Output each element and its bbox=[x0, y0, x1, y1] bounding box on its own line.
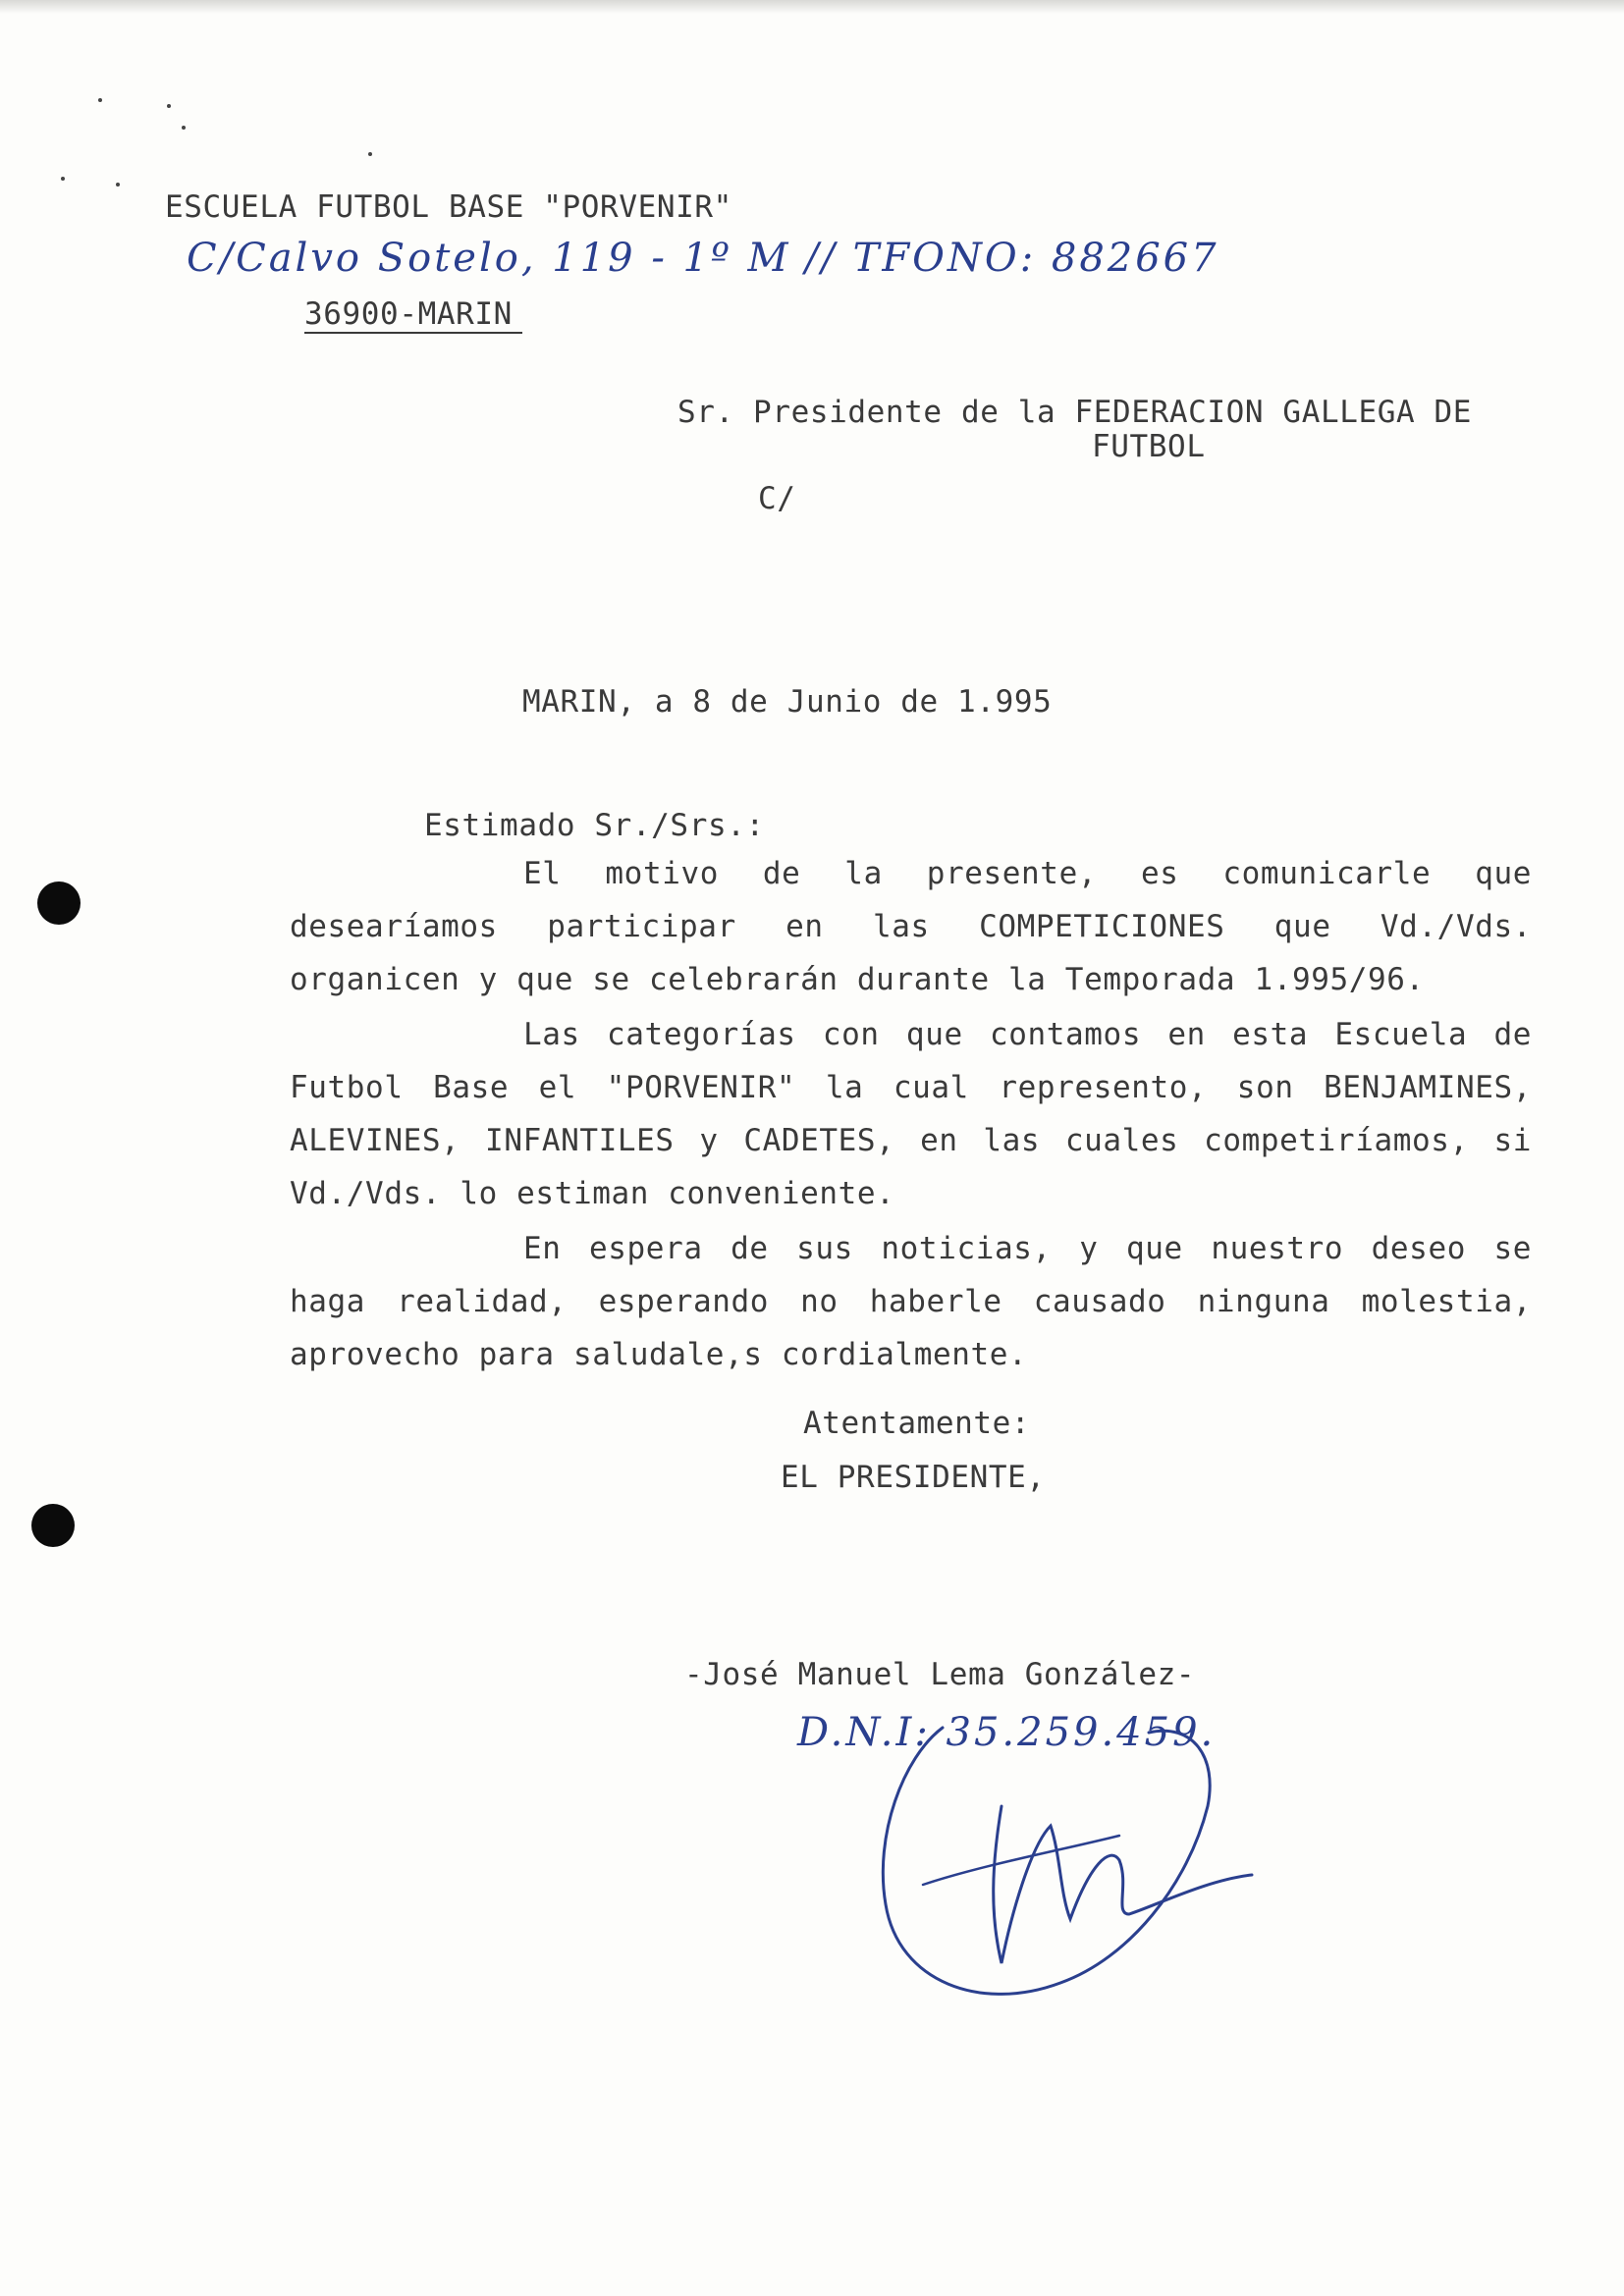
sender-city: 36900-MARIN bbox=[304, 296, 513, 332]
scan-edge-shadow bbox=[0, 0, 1624, 14]
scan-speck bbox=[116, 183, 120, 187]
sender-city-underline bbox=[304, 332, 522, 334]
scan-speck bbox=[167, 104, 171, 108]
sender-street-handwritten: C/Calvo Sotelo, 119 - 1º M bbox=[187, 236, 791, 281]
scan-speck bbox=[98, 98, 102, 102]
scan-speck bbox=[61, 177, 65, 181]
scan-speck bbox=[182, 126, 186, 130]
body-paragraph-2: Las categorías con que contamos en esta Escuela de Futbol Base el "PORVENIR" la cual represento, son BENJAMINES, ALEVINES, INFANTILES y CADETES, en las cuales competiríamos, si Vd./Vds. lo estiman conveniente. bbox=[290, 1017, 1532, 1211]
signer-name: -José Manuel Lema González- bbox=[684, 1657, 1196, 1692]
recipient-line1: Sr. Presidente de la FEDERACION GALLEGA DE bbox=[677, 395, 1473, 430]
signature-scribble bbox=[864, 1688, 1276, 2022]
salutation: Estimado Sr./Srs.: bbox=[424, 808, 765, 843]
signer-title: EL PRESIDENTE, bbox=[781, 1460, 1046, 1495]
dni-handwritten: D.N.I: 35.259.459. bbox=[797, 1710, 1217, 1755]
letter-body bbox=[290, 847, 1532, 1381]
sender-name: ESCUELA FUTBOL BASE "PORVENIR" bbox=[165, 189, 732, 225]
body-paragraph-3: En espera de sus noticias, y que nuestro deseo se haga realidad, esperando no haberle causado ninguna molestia, aprovecho para saludale,s cordialmente. bbox=[290, 1231, 1532, 1372]
sender-phone-handwritten: // TFONO: 882667 bbox=[805, 236, 1219, 281]
date-line: MARIN, a 8 de Junio de 1.995 bbox=[522, 684, 1053, 720]
recipient-address: C/ bbox=[758, 481, 796, 516]
recipient-line2: FUTBOL bbox=[1092, 429, 1206, 464]
punch-hole-upper bbox=[37, 881, 81, 925]
punch-hole-lower bbox=[31, 1504, 75, 1547]
scan-speck bbox=[368, 152, 372, 156]
valediction: Atentamente: bbox=[803, 1406, 1031, 1441]
body-paragraph-1: El motivo de la presente, es comunicarle que desearíamos participar en las COMPETICIONES que Vd./Vds. organicen y que se celebrarán durante la Temporada 1.995/96. bbox=[290, 856, 1532, 997]
